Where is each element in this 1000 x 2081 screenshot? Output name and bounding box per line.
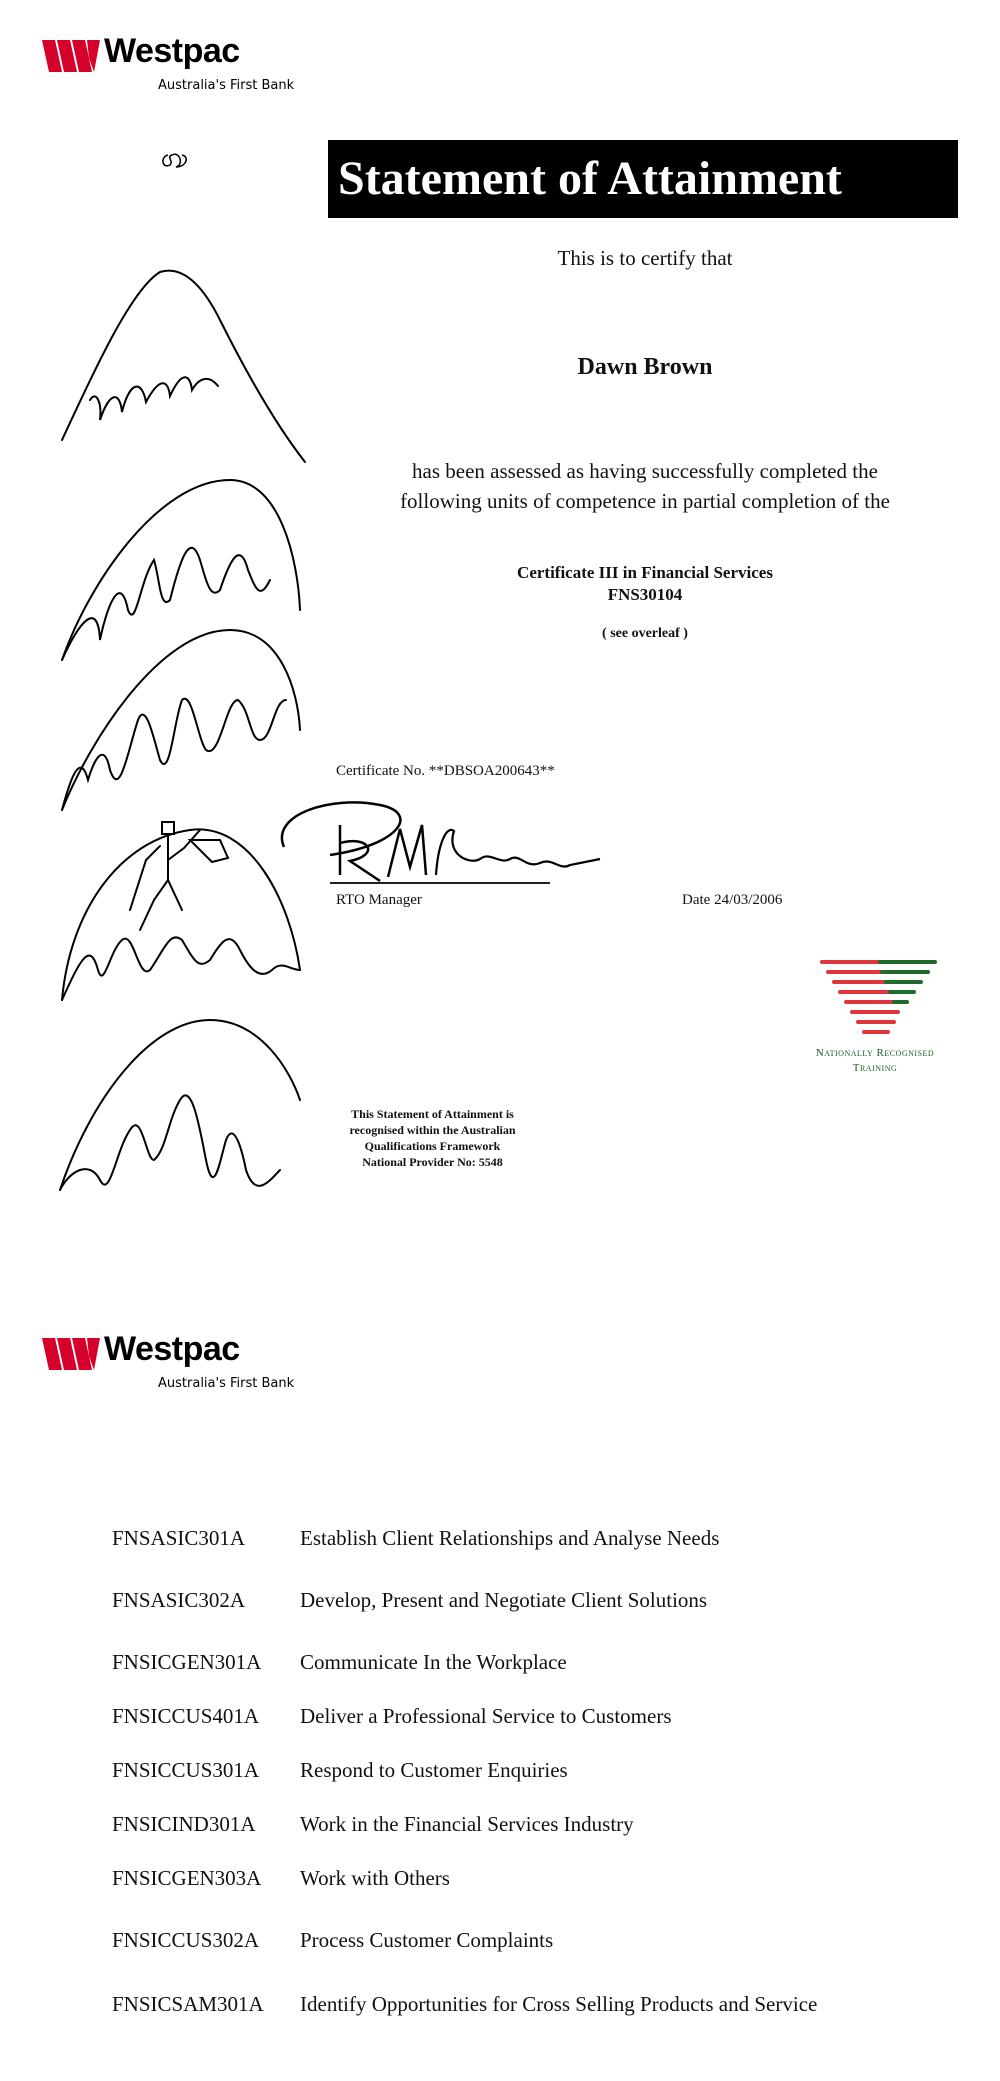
unit-title: Deliver a Professional Service to Customers	[300, 1704, 672, 1728]
brand-tagline: Australia's First Bank	[158, 78, 295, 93]
certify-text: This is to certify that	[557, 246, 733, 270]
unit-code: FNSASIC302A	[112, 1588, 246, 1612]
nrt-line: Training	[852, 1062, 898, 1074]
certificate-number: Certificate No. **DBSOA200643**	[336, 763, 555, 779]
unit-title: Develop, Present and Negotiate Client Solutions	[300, 1588, 708, 1612]
nrt-line: Nationally Recognised	[815, 1047, 935, 1059]
page-title: Statement of Attainment	[328, 140, 958, 218]
unit-code: FNSICIND301A	[112, 1812, 256, 1836]
certificate-back-page	[0, 1300, 1000, 2081]
unit-title: Establish Client Relationships and Analyse Needs	[300, 1526, 720, 1550]
unit-code: FNSICCUS401A	[112, 1704, 260, 1728]
unit-title: Respond to Customer Enquiries	[300, 1758, 568, 1782]
unit-code: FNSICGEN303A	[112, 1866, 262, 1890]
nrt-triangle-icon	[800, 958, 950, 1048]
unit-title: Work in the Financial Services Industry	[300, 1812, 634, 1836]
recognition-line: National Provider No: 5548	[362, 1155, 503, 1169]
qualification-code: FNS30104	[607, 585, 683, 604]
nrt-text	[800, 1046, 950, 1076]
overleaf-note: ( see overleaf )	[602, 626, 688, 641]
unit-title: Work with Others	[300, 1866, 450, 1890]
unit-code: FNSICCUS301A	[112, 1758, 260, 1782]
signatory-role: RTO Manager	[336, 892, 422, 908]
recipient-name: Dawn Brown	[577, 354, 713, 380]
unit-title: Communicate In the Workplace	[300, 1650, 567, 1674]
assessment-line: has been assessed as having successfully completed the	[412, 459, 878, 483]
qualification	[330, 562, 960, 606]
assessment-statement	[330, 456, 960, 516]
westpac-w-icon	[42, 1338, 102, 1370]
issue-date: Date 24/03/2006	[682, 892, 783, 908]
unit-code: FNSICSAM301A	[112, 1992, 264, 2016]
brand-name: Westpac	[104, 1330, 240, 1368]
brand-tagline: Australia's First Bank	[158, 1376, 295, 1391]
westpac-w-icon	[42, 40, 102, 72]
signature-icon	[270, 785, 640, 885]
recognition-line: This Statement of Attainment is	[351, 1107, 514, 1121]
recognition-line: Qualifications Framework	[364, 1139, 501, 1153]
assessment-line: following units of competence in partial completion of the	[400, 489, 890, 513]
qualification-title: Certificate III in Financial Services	[517, 563, 773, 582]
unit-code: FNSASIC301A	[112, 1526, 246, 1550]
recognition-line: recognised within the Australian	[349, 1123, 516, 1137]
recognition-statement	[325, 1106, 540, 1170]
unit-title: Process Customer Complaints	[300, 1928, 554, 1952]
unit-title: Identify Opportunities for Cross Selling Products and Service	[300, 1992, 818, 2016]
unit-code: FNSICCUS302A	[112, 1928, 260, 1952]
unit-code: FNSICGEN301A	[112, 1650, 262, 1674]
mountain-doodles-icon	[50, 140, 310, 1250]
brand-name: Westpac	[104, 32, 240, 70]
nrt-logo	[800, 958, 950, 1074]
